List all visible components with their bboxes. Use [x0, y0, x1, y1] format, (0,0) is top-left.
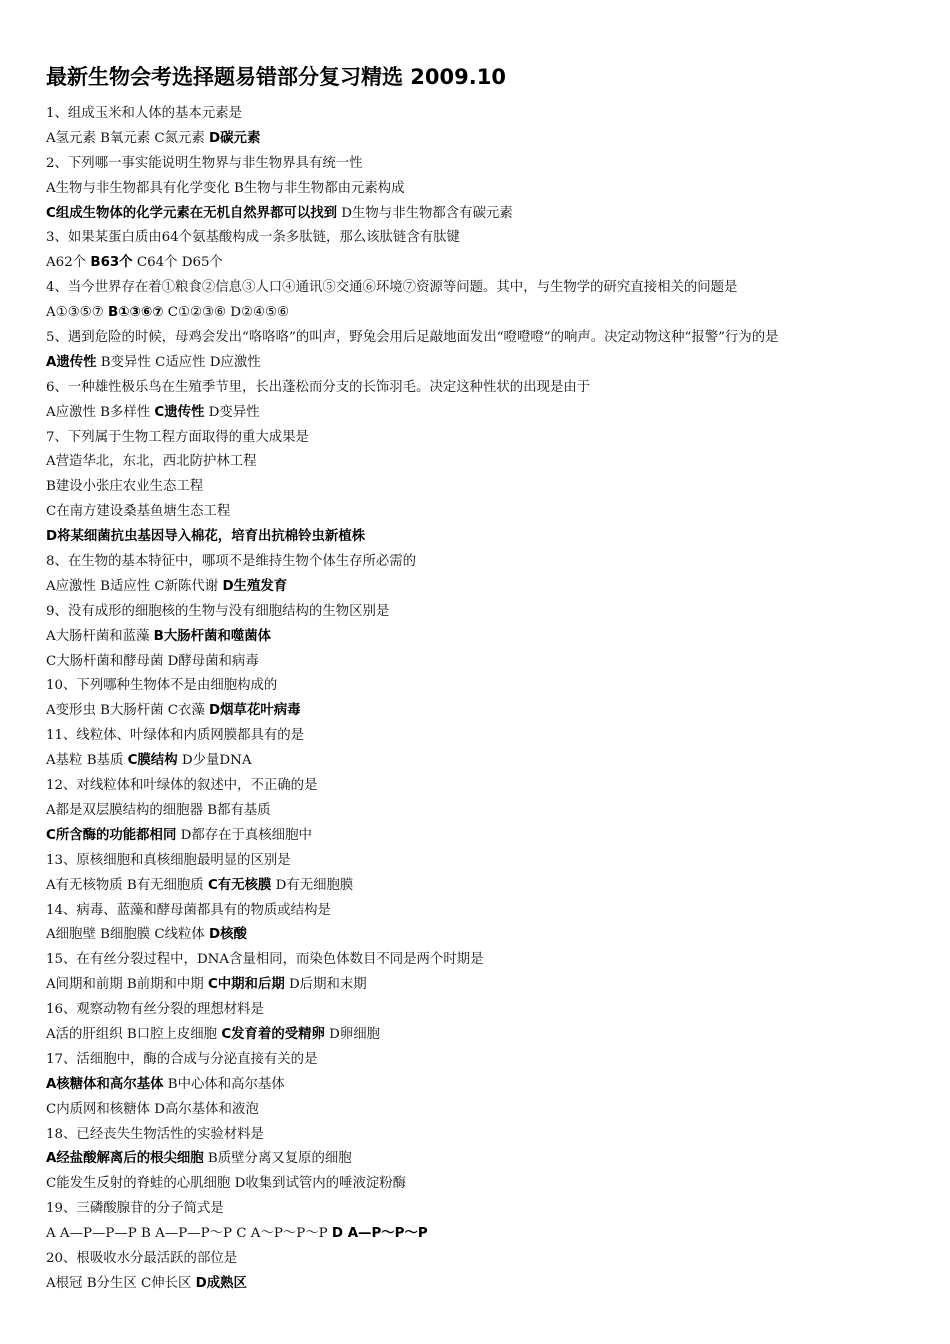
text-segment: 3、如果某蛋白质由64个氨基酸构成一条多肽链，那么该肽链含有肽键	[46, 230, 460, 246]
page-title: 最新生物会考选择题易错部分复习精选 2009.10	[46, 65, 506, 89]
text-segment: 7、下列属于生物工程方面取得的重大成果是	[46, 429, 309, 445]
answer-text: C遗传性	[154, 404, 205, 420]
text-line	[46, 525, 906, 550]
text-segment: A应激性 B适应性 C新陈代谢	[46, 578, 223, 594]
answer-text: D将某细菌抗虫基因导入棉花，培育出抗棉铃虫新植株	[46, 529, 366, 545]
text-segment: D有无细胞膜	[271, 877, 354, 893]
text-segment: 13、原核细胞和真核细胞最明显的区别是	[46, 852, 291, 868]
answer-text: A遗传性	[46, 354, 97, 370]
text-line	[46, 276, 906, 301]
text-line	[46, 426, 906, 451]
text-segment: 15、在有丝分裂过程中，DNA含量相同，而染色体数目不同是两个时期是	[46, 952, 484, 968]
text-line	[46, 1247, 906, 1272]
answer-text: D成熟区	[195, 1275, 247, 1291]
answer-text: C中期和后期	[207, 977, 285, 993]
text-segment: D变异性	[204, 404, 260, 420]
answer-text: D碳元素	[209, 130, 261, 146]
text-segment: D卵细胞	[324, 1026, 381, 1042]
text-segment: 5、遇到危险的时候，母鸡会发出“咯咯咯”的叫声，野兔会用后足敲地面发出“噔噔噔”的响声。决定动物这种“报警”行为的是	[46, 330, 779, 346]
text-segment: B变异性 C适应性 D应激性	[96, 354, 261, 370]
text-line	[46, 326, 906, 351]
text-segment: 18、已经丧失生物活性的实验材料是	[46, 1126, 264, 1142]
answer-text: C所含酶的功能都相同	[46, 827, 177, 843]
question-list	[46, 102, 906, 1297]
text-segment: A根冠 B分生区 C伸长区	[46, 1275, 196, 1291]
text-line	[46, 1197, 906, 1222]
answer-text: D A—P～P～P	[331, 1226, 428, 1242]
text-segment: 8、在生物的基本特征中，哪项不是维持生物个体生存所必需的	[46, 554, 417, 570]
answer-text: C发育着的受精卵	[221, 1026, 325, 1042]
text-segment: C①②③⑥ D②④⑤⑥	[163, 305, 290, 321]
text-segment: A都是双层膜结构的细胞器 B都有基质	[46, 802, 271, 818]
answer-text: C有无核膜	[207, 877, 272, 893]
text-line	[46, 899, 906, 924]
text-segment: C64个 D65个	[132, 255, 223, 271]
text-segment: A①③⑤⑦	[46, 305, 108, 321]
text-segment: C内质网和核糖体 D高尔基体和液泡	[46, 1101, 259, 1117]
text-segment: 6、一种雄性极乐鸟在生殖季节里，长出蓬松而分支的长饰羽毛。决定这种性状的出现是由于	[46, 379, 591, 395]
text-segment: 14、病毒、蓝藻和酵母菌都具有的物质或结构是	[46, 902, 331, 918]
answer-text: D生殖发育	[222, 578, 288, 594]
text-line	[46, 152, 906, 177]
answer-text: C膜结构	[127, 753, 178, 769]
text-line	[46, 475, 906, 500]
answer-text: B①③⑥⑦	[107, 305, 164, 321]
text-segment: A活的肝组织 B口腔上皮细胞	[46, 1026, 222, 1042]
text-segment: A生物与非生物都具有化学变化 B生物与非生物都由元素构成	[46, 180, 405, 196]
answer-text: B大肠杆菌和噬菌体	[153, 628, 272, 644]
text-line	[46, 376, 906, 401]
text-segment: A应激性 B多样性	[46, 404, 155, 420]
text-line	[46, 1098, 906, 1123]
text-segment: 9、没有成形的细胞核的生物与没有细胞结构的生物区别是	[46, 603, 390, 619]
text-line	[46, 849, 906, 874]
text-segment: A有无核物质 B有无细胞质	[46, 877, 208, 893]
text-segment: 2、下列哪一事实能说明生物界与非生物界具有统一性	[46, 155, 363, 171]
text-segment: 10、下列哪种生物体不是由细胞构成的	[46, 678, 278, 694]
text-line	[46, 799, 906, 824]
answer-text: C组成生物体的化学元素在无机自然界都可以找到	[46, 205, 338, 221]
text-line	[46, 973, 906, 998]
text-line	[46, 998, 906, 1023]
text-line	[46, 202, 906, 227]
text-segment: B质壁分离又复原的细胞	[203, 1151, 352, 1167]
text-segment: B中心体和高尔基体	[163, 1076, 285, 1092]
text-segment: D后期和末期	[284, 977, 367, 993]
text-segment: C能发生反射的脊蛙的心肌细胞 D收集到试管内的唾液淀粉酶	[46, 1176, 407, 1192]
text-line	[46, 251, 906, 276]
text-line	[46, 1123, 906, 1148]
text-line	[46, 650, 906, 675]
text-segment: A基粒 B基质	[46, 753, 128, 769]
text-line	[46, 1172, 906, 1197]
answer-text: A经盐酸解离后的根尖细胞	[46, 1151, 204, 1167]
text-segment: A62个	[46, 255, 91, 271]
text-segment: D少量DNA	[177, 753, 252, 769]
answer-text: D核酸	[209, 927, 247, 943]
text-line	[46, 450, 906, 475]
answer-text: A核糖体和高尔基体	[46, 1076, 164, 1092]
text-line	[46, 874, 906, 899]
text-line	[46, 226, 906, 251]
text-line	[46, 550, 906, 575]
text-segment: 17、活细胞中，酶的合成与分泌直接有关的是	[46, 1051, 318, 1067]
text-line	[46, 699, 906, 724]
text-line	[46, 1073, 906, 1098]
text-segment: A营造华北，东北，西北防护林工程	[46, 454, 257, 470]
text-segment: D生物与非生物都含有碳元素	[337, 205, 513, 221]
text-line	[46, 1222, 906, 1247]
text-segment: 19、三磷酸腺苷的分子简式是	[46, 1201, 224, 1217]
text-line	[46, 1272, 906, 1297]
text-segment: A A—P—P—P B A—P—P～P C A～P～P～P	[46, 1226, 332, 1242]
text-line	[46, 1048, 906, 1073]
text-segment: 16、观察动物有丝分裂的理想材料是	[46, 1002, 264, 1018]
text-line	[46, 351, 906, 376]
text-line	[46, 575, 906, 600]
answer-text: D烟草花叶病毒	[209, 703, 301, 719]
text-line	[46, 127, 906, 152]
answer-text: B63个	[90, 255, 133, 271]
text-line	[46, 724, 906, 749]
text-line	[46, 1147, 906, 1172]
text-line	[46, 401, 906, 426]
text-line	[46, 1023, 906, 1048]
text-segment: B建设小张庄农业生态工程	[46, 479, 204, 495]
text-line	[46, 600, 906, 625]
text-segment: A大肠杆菌和蓝藻	[46, 628, 154, 644]
document-page	[46, 58, 906, 1297]
text-line	[46, 102, 906, 127]
text-segment: 4、当今世界存在着①粮食②信息③人口④通讯⑤交通⑥环境⑦资源等问题。其中，与生物学的研究直接相关的问题是	[46, 280, 738, 296]
text-segment: 20、根吸收水分最活跃的部位是	[46, 1250, 238, 1266]
text-segment: A氢元素 B氧元素 C氮元素	[46, 130, 210, 146]
text-line	[46, 674, 906, 699]
text-segment: A间期和前期 B前期和中期	[46, 977, 208, 993]
text-line	[46, 824, 906, 849]
text-line	[46, 625, 906, 650]
text-segment: 12、对线粒体和叶绿体的叙述中，不正确的是	[46, 778, 318, 794]
text-segment: C大肠杆菌和酵母菌 D酵母菌和病毒	[46, 653, 259, 669]
text-segment: 1、组成玉米和人体的基本元素是	[46, 106, 242, 121]
text-segment: C在南方建设桑基鱼塘生态工程	[46, 504, 231, 520]
text-segment: A细胞壁 B细胞膜 C线粒体	[46, 927, 210, 943]
text-line	[46, 948, 906, 973]
text-line	[46, 774, 906, 799]
text-segment: A变形虫 B大肠杆菌 C衣藻	[46, 703, 210, 719]
text-line	[46, 177, 906, 202]
text-line	[46, 301, 906, 326]
text-segment: D都存在于真核细胞中	[176, 827, 312, 843]
text-segment: 11、线粒体、叶绿体和内质网膜都具有的是	[46, 728, 305, 744]
text-line	[46, 923, 906, 948]
text-line	[46, 749, 906, 774]
text-line	[46, 500, 906, 525]
